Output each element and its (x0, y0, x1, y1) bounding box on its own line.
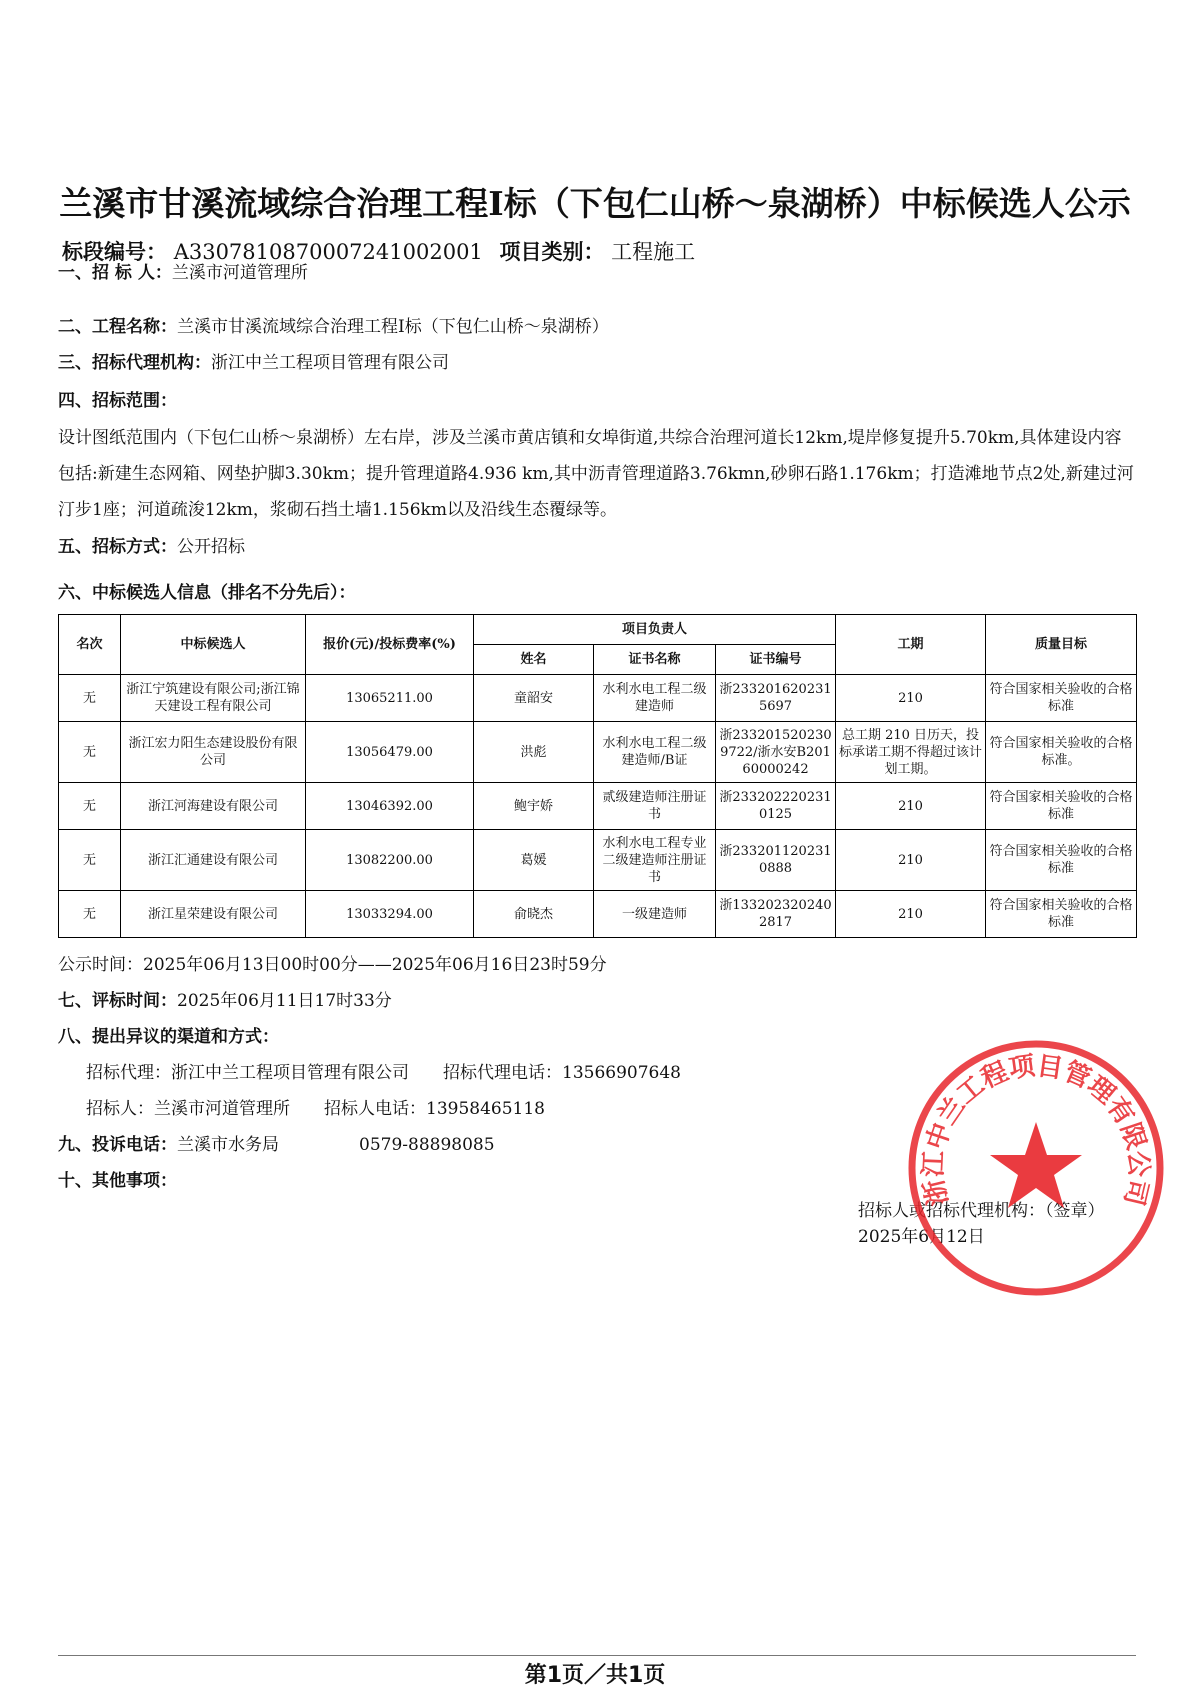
header-price: 报价(元)/投标费率(%) (306, 615, 474, 675)
candidates-table (58, 614, 1137, 938)
section-code: A3307810870007241002001 (173, 240, 483, 264)
header-cert-no: 证书编号 (716, 645, 836, 675)
cell-cert-name: 一级建造师 (594, 891, 716, 938)
cell-cert-name: 贰级建造师注册证书 (594, 783, 716, 830)
objection-line (58, 1022, 279, 1047)
cell-quality: 符合国家相关验收的合格标准 (986, 830, 1137, 891)
category-label: 项目类别： (499, 239, 605, 264)
publicity-line: 公示时间：2025年06月13日00时00分——2025年06月16日23时59分 (58, 955, 607, 975)
objection-tenderer (86, 1094, 545, 1119)
tenderer-phone: 招标人电话：13958465118 (324, 1099, 545, 1119)
objection-label: 八、提出异议的渠道和方式： (58, 1027, 279, 1047)
section-code-label: 标段编号： (62, 239, 167, 264)
cell-candidate: 浙江宏力阳生态建设股份有限公司 (121, 722, 306, 783)
cell-name: 童韶安 (474, 675, 594, 722)
candidates-line (58, 578, 356, 603)
signature-date: 2025年6月12日 (858, 1227, 985, 1247)
scope-label: 四、招标范围： (58, 391, 177, 411)
method-value: 公开招标 (177, 537, 245, 557)
other-label: 十、其他事项： (58, 1171, 177, 1191)
cell-rank: 无 (59, 722, 121, 783)
cell-name: 鲍宇娇 (474, 783, 594, 830)
complaint-line (58, 1130, 495, 1155)
agency-label: 三、招标代理机构： (58, 353, 211, 373)
table-row (59, 783, 1137, 830)
cell-candidate: 浙江星荣建设有限公司 (121, 891, 306, 938)
category-value: 工程施工 (611, 240, 696, 264)
method-line (58, 532, 245, 557)
cell-price: 13082200.00 (306, 830, 474, 891)
cell-candidate: 浙江汇通建设有限公司 (121, 830, 306, 891)
complaint-label: 九、投诉电话： (58, 1135, 177, 1155)
cell-rank: 无 (59, 891, 121, 938)
tenderer-value: 兰溪市河道管理所 (171, 263, 308, 283)
project-value: 兰溪市甘溪流域综合治理工程I标（下包仁山桥～泉湖桥） (177, 317, 609, 337)
method-label: 五、招标方式： (58, 537, 177, 557)
header-rank: 名次 (59, 615, 121, 675)
page-footer: 第1页／共1页 (524, 1663, 666, 1688)
tenderer-label: 一、招 标 人： (58, 263, 172, 283)
candidates-label: 六、中标候选人信息（排名不分先后）： (58, 583, 356, 603)
signature-line: 招标人或招标代理机构：（签章） (858, 1201, 1105, 1221)
page-title: 兰溪市甘溪流域综合治理工程I标（下包仁山桥～泉湖桥）中标候选人公示 (59, 184, 1131, 223)
cell-rank: 无 (59, 783, 121, 830)
cell-rank: 无 (59, 675, 121, 722)
cell-cert-name: 水利水电工程专业二级建造师注册证书 (594, 830, 716, 891)
scope-text: 设计图纸范围内（下包仁山桥～泉湖桥）左右岸，涉及兰溪市黄店镇和女埠街道,共综合治理河道长12km,堤岸修复提升5.70km,具体建设内容包括:新建生态网箱、网垫护脚3.30km；提升管理道路4.936 km,其中沥青管理道路3.76kmn,砂卵石路1.176km；打造滩地节点2处,新建过河汀步1座；河道疏浚12km，浆砌石挡土墙1.156km以及沿线生态覆绿等。 (58, 428, 1134, 520)
other-line (58, 1166, 177, 1191)
cell-name: 葛媛 (474, 830, 594, 891)
cell-price: 13033294.00 (306, 891, 474, 938)
table-row (59, 675, 1137, 722)
evaluation-value: 2025年06月11日17时33分 (177, 991, 392, 1011)
evaluation-label: 七、评标时间： (58, 991, 177, 1011)
cell-cert-name: 水利水电工程二级建造师/B证 (594, 722, 716, 783)
table-row (59, 830, 1137, 891)
agency-value: 浙江中兰工程项目管理有限公司 (211, 353, 449, 373)
cell-cert-no: 浙1332023202402817 (716, 891, 836, 938)
tenderer-contact: 招标人：兰溪市河道管理所 (86, 1099, 290, 1119)
seal-text: 浙江中兰工程项目管理有限公司 (918, 1051, 1154, 1209)
cell-quality: 符合国家相关验收的合格标准 (986, 891, 1137, 938)
cell-period: 210 (836, 783, 986, 830)
agency-line (58, 348, 449, 373)
cell-quality: 符合国家相关验收的合格标准 (986, 783, 1137, 830)
cell-candidate: 浙江河海建设有限公司 (121, 783, 306, 830)
header-candidate: 中标候选人 (121, 615, 306, 675)
cell-cert-no: 浙2332015202309722/浙水安B20160000242 (716, 722, 836, 783)
tenderer-line (58, 258, 308, 283)
cell-rank: 无 (59, 830, 121, 891)
header-name: 姓名 (474, 645, 594, 675)
project-line (58, 312, 609, 337)
agency-contact: 招标代理：浙江中兰工程项目管理有限公司 (86, 1063, 409, 1083)
cell-quality: 符合国家相关验收的合格标准 (986, 675, 1137, 722)
cell-name: 洪彪 (474, 722, 594, 783)
official-seal (906, 1038, 1166, 1298)
cell-name: 俞晓杰 (474, 891, 594, 938)
complaint-org: 兰溪市水务局 (177, 1135, 279, 1155)
cell-cert-no: 浙2332011202310888 (716, 830, 836, 891)
scope-line (58, 386, 177, 411)
header-quality: 质量目标 (986, 615, 1137, 675)
cell-period: 210 (836, 830, 986, 891)
complaint-phone: 0579-88898085 (359, 1135, 495, 1155)
cell-cert-name: 水利水电工程二级建造师 (594, 675, 716, 722)
cell-period: 总工期 210 日历天，投标承诺工期不得超过该计划工期。 (836, 722, 986, 783)
cell-price: 13056479.00 (306, 722, 474, 783)
header-manager: 项目负责人 (474, 615, 836, 645)
objection-agency (86, 1058, 681, 1083)
cell-cert-no: 浙2332022202310125 (716, 783, 836, 830)
table-row (59, 722, 1137, 783)
evaluation-line (58, 986, 392, 1011)
star-icon (990, 1122, 1082, 1208)
project-label: 二、工程名称： (58, 317, 177, 337)
footer-rule (58, 1655, 1136, 1656)
cell-cert-no: 浙2332016202315697 (716, 675, 836, 722)
cell-price: 13065211.00 (306, 675, 474, 722)
cell-period: 210 (836, 891, 986, 938)
header-period: 工期 (836, 615, 986, 675)
cell-candidate: 浙江宁筑建设有限公司;浙江锦天建设工程有限公司 (121, 675, 306, 722)
cell-period: 210 (836, 675, 986, 722)
cell-price: 13046392.00 (306, 783, 474, 830)
cell-quality: 符合国家相关验收的合格标准。 (986, 722, 1137, 783)
agency-phone: 招标代理电话：13566907648 (443, 1063, 681, 1083)
header-cert-name: 证书名称 (594, 645, 716, 675)
table-row (59, 891, 1137, 938)
